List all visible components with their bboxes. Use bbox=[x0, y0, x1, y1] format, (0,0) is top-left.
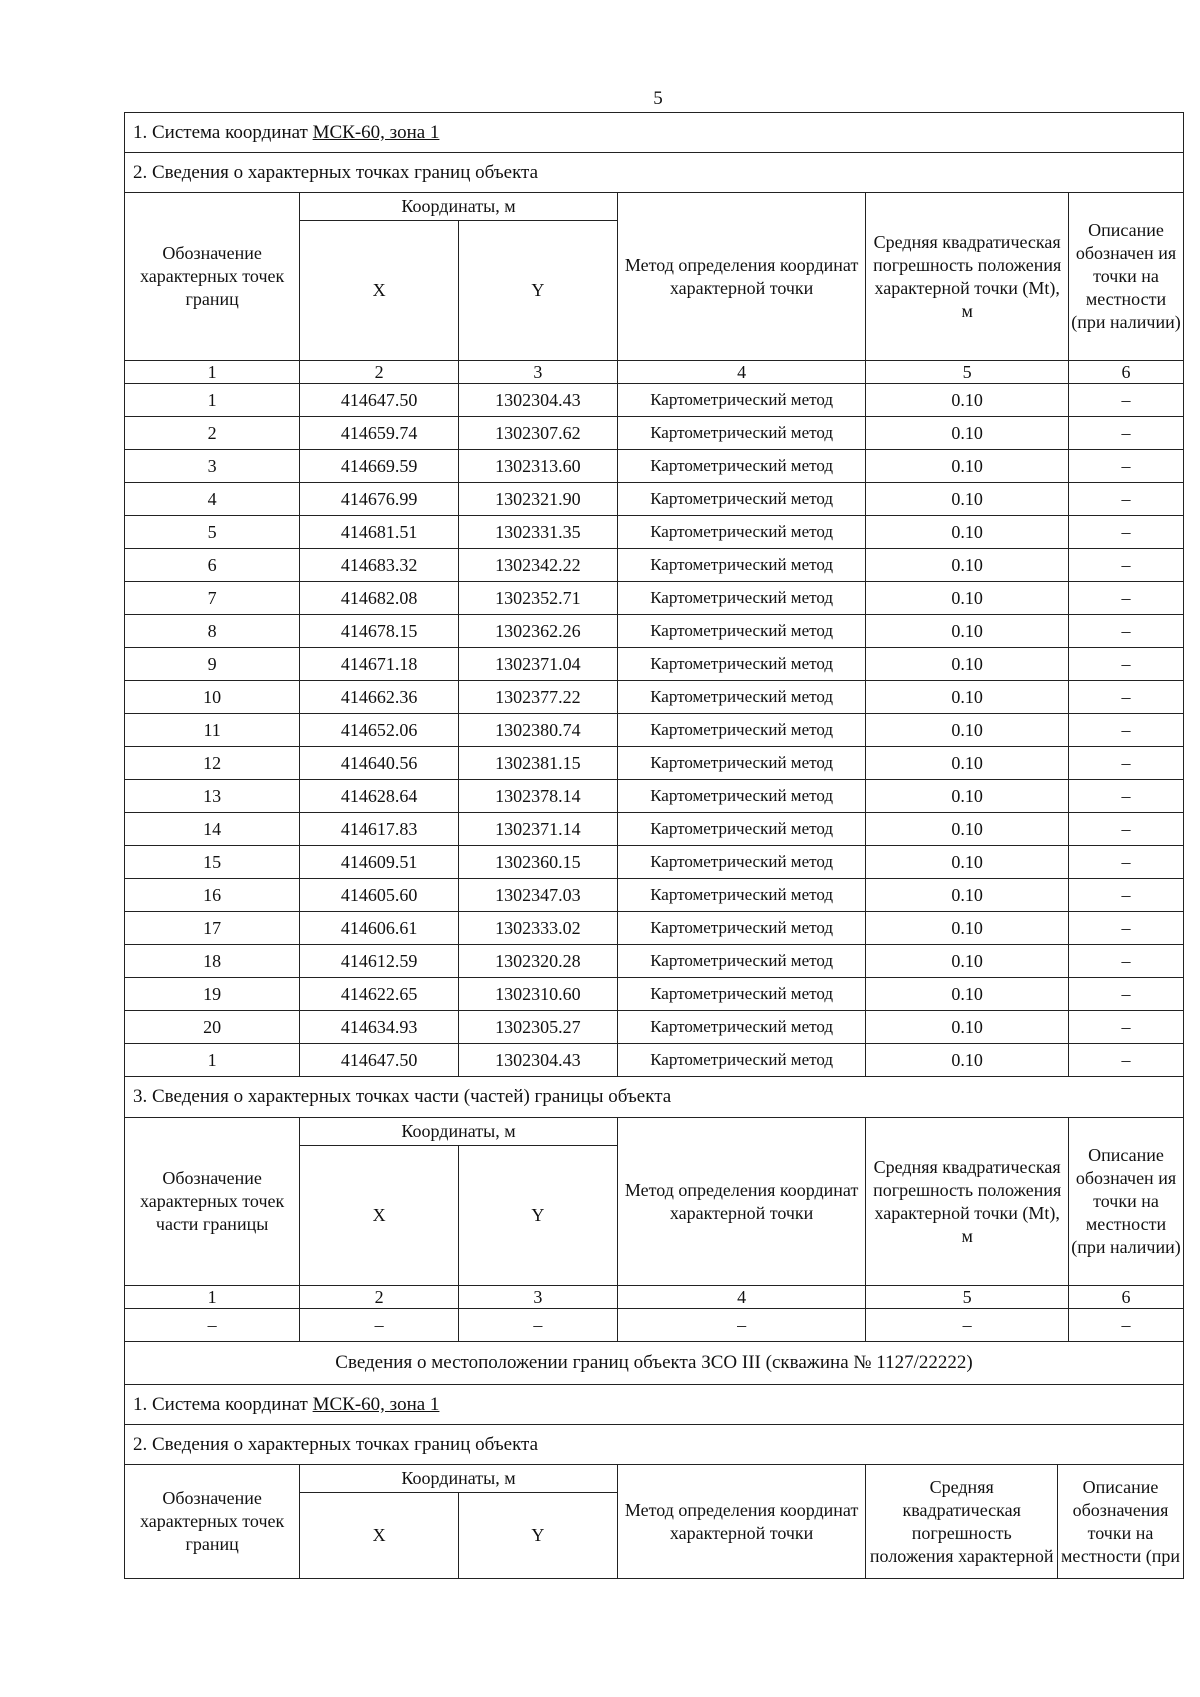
cell: – bbox=[459, 1309, 618, 1342]
coordinate-system-value: МСК-60, зона 1 bbox=[312, 122, 440, 143]
x-coordinate: 414671.18 bbox=[300, 648, 459, 681]
boundary-points-table bbox=[124, 192, 1184, 1077]
table-row bbox=[125, 384, 1184, 417]
y-coordinate: 1302347.03 bbox=[459, 879, 618, 912]
x-coordinate: 414634.93 bbox=[300, 1011, 459, 1044]
table-row bbox=[125, 549, 1184, 582]
method: Картометрический метод bbox=[617, 945, 866, 978]
method: Картометрический метод bbox=[617, 912, 866, 945]
header-description: Описание обозначен ия точки на местности (при наличии) bbox=[1068, 1118, 1183, 1286]
point-number: 15 bbox=[125, 846, 300, 879]
y-coordinate: 1302380.74 bbox=[459, 714, 618, 747]
table-row bbox=[125, 978, 1184, 1011]
error-value: 0.10 bbox=[866, 978, 1069, 1011]
y-coordinate: 1302381.15 bbox=[459, 747, 618, 780]
point-number: 4 bbox=[125, 483, 300, 516]
column-number: 5 bbox=[866, 361, 1069, 384]
header-y: Y bbox=[459, 221, 618, 361]
header-coordinates: Координаты, м bbox=[300, 1465, 618, 1493]
zso-points-title: 2. Сведения о характерных точках границ объекта bbox=[124, 1424, 1184, 1464]
x-coordinate: 414647.50 bbox=[300, 1044, 459, 1077]
table-row bbox=[125, 879, 1184, 912]
y-coordinate: 1302310.60 bbox=[459, 978, 618, 1011]
y-coordinate: 1302305.27 bbox=[459, 1011, 618, 1044]
table-row bbox=[125, 747, 1184, 780]
description: – bbox=[1068, 912, 1183, 945]
description: – bbox=[1068, 747, 1183, 780]
zso-title: Сведения о местоположении границ объекта ЗСО III (скважина № 1127/22222) bbox=[124, 1342, 1184, 1384]
table-row bbox=[125, 483, 1184, 516]
description: – bbox=[1068, 615, 1183, 648]
y-coordinate: 1302371.04 bbox=[459, 648, 618, 681]
y-coordinate: 1302352.71 bbox=[459, 582, 618, 615]
error-value: 0.10 bbox=[866, 648, 1069, 681]
x-coordinate: 414678.15 bbox=[300, 615, 459, 648]
method: Картометрический метод bbox=[617, 417, 866, 450]
header-error: Средняя квадратическая погрешность положения характерной точки (Mt), м bbox=[866, 193, 1069, 361]
method: Картометрический метод bbox=[617, 450, 866, 483]
cell: – bbox=[1068, 1309, 1183, 1342]
description: – bbox=[1068, 384, 1183, 417]
table-row bbox=[125, 1044, 1184, 1077]
table-row bbox=[125, 516, 1184, 549]
column-number: 6 bbox=[1068, 361, 1183, 384]
method: Картометрический метод bbox=[617, 648, 866, 681]
table-row bbox=[125, 681, 1184, 714]
point-number: 19 bbox=[125, 978, 300, 1011]
x-coordinate: 414683.32 bbox=[300, 549, 459, 582]
table-row bbox=[125, 912, 1184, 945]
page-number: 5 bbox=[653, 88, 663, 109]
x-coordinate: 414606.61 bbox=[300, 912, 459, 945]
column-numbers-row bbox=[125, 1286, 1184, 1309]
method: Картометрический метод bbox=[617, 1044, 866, 1077]
table-row bbox=[125, 450, 1184, 483]
header-description: Описание обозначения точки на местности (при bbox=[1058, 1465, 1184, 1579]
x-coordinate: 414617.83 bbox=[300, 813, 459, 846]
cell: – bbox=[617, 1309, 866, 1342]
table-row bbox=[125, 813, 1184, 846]
table-row bbox=[125, 945, 1184, 978]
description: – bbox=[1068, 681, 1183, 714]
point-number: 7 bbox=[125, 582, 300, 615]
column-numbers-row bbox=[125, 361, 1184, 384]
description: – bbox=[1068, 483, 1183, 516]
boundary-points-body bbox=[125, 384, 1184, 1077]
method: Картометрический метод bbox=[617, 846, 866, 879]
table-row bbox=[125, 1011, 1184, 1044]
column-number: 4 bbox=[617, 361, 866, 384]
point-number: 16 bbox=[125, 879, 300, 912]
description: – bbox=[1068, 846, 1183, 879]
column-number: 4 bbox=[617, 1286, 866, 1309]
error-value: 0.10 bbox=[866, 615, 1069, 648]
error-value: 0.10 bbox=[866, 747, 1069, 780]
description: – bbox=[1068, 516, 1183, 549]
method: Картометрический метод bbox=[617, 978, 866, 1011]
point-number: 6 bbox=[125, 549, 300, 582]
point-number: 5 bbox=[125, 516, 300, 549]
header-x: X bbox=[300, 1146, 459, 1286]
header-method: Метод определения координат характерной точки bbox=[617, 1465, 866, 1579]
point-number: 12 bbox=[125, 747, 300, 780]
y-coordinate: 1302342.22 bbox=[459, 549, 618, 582]
column-number: 1 bbox=[125, 1286, 300, 1309]
point-number: 11 bbox=[125, 714, 300, 747]
x-coordinate: 414669.59 bbox=[300, 450, 459, 483]
x-coordinate: 414652.06 bbox=[300, 714, 459, 747]
header-y: Y bbox=[459, 1493, 618, 1579]
description: – bbox=[1068, 549, 1183, 582]
point-number: 2 bbox=[125, 417, 300, 450]
point-number: 1 bbox=[125, 384, 300, 417]
point-number: 13 bbox=[125, 780, 300, 813]
header-point-designation: Обозначение характерных точек границ bbox=[125, 193, 300, 361]
x-coordinate: 414612.59 bbox=[300, 945, 459, 978]
column-number: 3 bbox=[459, 1286, 618, 1309]
description: – bbox=[1068, 417, 1183, 450]
point-number: 3 bbox=[125, 450, 300, 483]
description: – bbox=[1068, 714, 1183, 747]
error-value: 0.10 bbox=[866, 912, 1069, 945]
y-coordinate: 1302333.02 bbox=[459, 912, 618, 945]
description: – bbox=[1068, 978, 1183, 1011]
table-row bbox=[125, 846, 1184, 879]
error-value: 0.10 bbox=[866, 549, 1069, 582]
coordinate-system-label: 1. Система координат bbox=[133, 1394, 308, 1415]
description: – bbox=[1068, 780, 1183, 813]
description: – bbox=[1068, 582, 1183, 615]
method: Картометрический метод bbox=[617, 780, 866, 813]
error-value: 0.10 bbox=[866, 417, 1069, 450]
point-number: 1 bbox=[125, 1044, 300, 1077]
header-error: Средняя квадратическая погрешность положения характерной bbox=[866, 1465, 1058, 1579]
method: Картометрический метод bbox=[617, 483, 866, 516]
zso-coordinate-system-row bbox=[124, 1384, 1184, 1424]
y-coordinate: 1302362.26 bbox=[459, 615, 618, 648]
header-method: Метод определения координат характерной точки bbox=[617, 193, 866, 361]
document-sheet bbox=[124, 112, 1184, 1579]
x-coordinate: 414676.99 bbox=[300, 483, 459, 516]
description: – bbox=[1068, 813, 1183, 846]
header-x: X bbox=[300, 221, 459, 361]
y-coordinate: 1302331.35 bbox=[459, 516, 618, 549]
column-number: 6 bbox=[1068, 1286, 1183, 1309]
header-coordinates: Координаты, м bbox=[300, 1118, 618, 1146]
cell: – bbox=[125, 1309, 300, 1342]
error-value: 0.10 bbox=[866, 945, 1069, 978]
x-coordinate: 414659.74 bbox=[300, 417, 459, 450]
error-value: 0.10 bbox=[866, 1011, 1069, 1044]
y-coordinate: 1302360.15 bbox=[459, 846, 618, 879]
table-row bbox=[125, 714, 1184, 747]
description: – bbox=[1068, 945, 1183, 978]
table-row bbox=[125, 582, 1184, 615]
description: – bbox=[1068, 1011, 1183, 1044]
point-number: 10 bbox=[125, 681, 300, 714]
header-method: Метод определения координат характерной точки bbox=[617, 1118, 866, 1286]
column-number: 5 bbox=[866, 1286, 1069, 1309]
error-value: 0.10 bbox=[866, 714, 1069, 747]
method: Картометрический метод bbox=[617, 813, 866, 846]
part-points-table bbox=[124, 1117, 1184, 1342]
error-value: 0.10 bbox=[866, 516, 1069, 549]
method: Картометрический метод bbox=[617, 516, 866, 549]
description: – bbox=[1068, 450, 1183, 483]
y-coordinate: 1302320.28 bbox=[459, 945, 618, 978]
method: Картометрический метод bbox=[617, 714, 866, 747]
x-coordinate: 414681.51 bbox=[300, 516, 459, 549]
point-number: 8 bbox=[125, 615, 300, 648]
table-row bbox=[125, 417, 1184, 450]
y-coordinate: 1302321.90 bbox=[459, 483, 618, 516]
x-coordinate: 414605.60 bbox=[300, 879, 459, 912]
cell: – bbox=[866, 1309, 1069, 1342]
method: Картометрический метод bbox=[617, 1011, 866, 1044]
error-value: 0.10 bbox=[866, 813, 1069, 846]
method: Картометрический метод bbox=[617, 681, 866, 714]
point-number: 20 bbox=[125, 1011, 300, 1044]
header-coordinates: Координаты, м bbox=[300, 193, 618, 221]
y-coordinate: 1302313.60 bbox=[459, 450, 618, 483]
point-number: 18 bbox=[125, 945, 300, 978]
header-y: Y bbox=[459, 1146, 618, 1286]
description: – bbox=[1068, 1044, 1183, 1077]
zso-points-table bbox=[124, 1464, 1184, 1579]
y-coordinate: 1302377.22 bbox=[459, 681, 618, 714]
column-number: 2 bbox=[300, 1286, 459, 1309]
boundary-points-title: 2. Сведения о характерных точках границ объекта bbox=[124, 152, 1184, 192]
x-coordinate: 414622.65 bbox=[300, 978, 459, 1011]
point-number: 17 bbox=[125, 912, 300, 945]
description: – bbox=[1068, 648, 1183, 681]
error-value: 0.10 bbox=[866, 846, 1069, 879]
x-coordinate: 414647.50 bbox=[300, 384, 459, 417]
coordinate-system-value: МСК-60, зона 1 bbox=[312, 1394, 440, 1415]
y-coordinate: 1302304.43 bbox=[459, 1044, 618, 1077]
header-error: Средняя квадратическая погрешность положения характерной точки (Mt), м bbox=[866, 1118, 1069, 1286]
header-point-designation: Обозначение характерных точек части границы bbox=[125, 1118, 300, 1286]
x-coordinate: 414628.64 bbox=[300, 780, 459, 813]
x-coordinate: 414640.56 bbox=[300, 747, 459, 780]
method: Картометрический метод bbox=[617, 549, 866, 582]
error-value: 0.10 bbox=[866, 582, 1069, 615]
coordinate-system-label: 1. Система координат bbox=[133, 122, 308, 143]
error-value: 0.10 bbox=[866, 1044, 1069, 1077]
cell: – bbox=[300, 1309, 459, 1342]
x-coordinate: 414609.51 bbox=[300, 846, 459, 879]
error-value: 0.10 bbox=[866, 450, 1069, 483]
method: Картометрический метод bbox=[617, 615, 866, 648]
description: – bbox=[1068, 879, 1183, 912]
header-point-designation: Обозначение характерных точек границ bbox=[125, 1465, 300, 1579]
method: Картометрический метод bbox=[617, 747, 866, 780]
method: Картометрический метод bbox=[617, 582, 866, 615]
table-row bbox=[125, 648, 1184, 681]
error-value: 0.10 bbox=[866, 384, 1069, 417]
error-value: 0.10 bbox=[866, 879, 1069, 912]
point-number: 9 bbox=[125, 648, 300, 681]
header-description: Описание обозначен ия точки на местности (при наличии) bbox=[1068, 193, 1183, 361]
y-coordinate: 1302371.14 bbox=[459, 813, 618, 846]
part-points-title: 3. Сведения о характерных точках части (частей) границы объекта bbox=[124, 1077, 1184, 1117]
error-value: 0.10 bbox=[866, 681, 1069, 714]
column-number: 1 bbox=[125, 361, 300, 384]
x-coordinate: 414682.08 bbox=[300, 582, 459, 615]
column-number: 2 bbox=[300, 361, 459, 384]
header-x: X bbox=[300, 1493, 459, 1579]
table-row bbox=[125, 1309, 1184, 1342]
table-row bbox=[125, 615, 1184, 648]
x-coordinate: 414662.36 bbox=[300, 681, 459, 714]
method: Картометрический метод bbox=[617, 384, 866, 417]
y-coordinate: 1302307.62 bbox=[459, 417, 618, 450]
method: Картометрический метод bbox=[617, 879, 866, 912]
error-value: 0.10 bbox=[866, 483, 1069, 516]
error-value: 0.10 bbox=[866, 780, 1069, 813]
y-coordinate: 1302304.43 bbox=[459, 384, 618, 417]
point-number: 14 bbox=[125, 813, 300, 846]
coordinate-system-row bbox=[124, 112, 1184, 152]
table-row bbox=[125, 780, 1184, 813]
column-number: 3 bbox=[459, 361, 618, 384]
y-coordinate: 1302378.14 bbox=[459, 780, 618, 813]
